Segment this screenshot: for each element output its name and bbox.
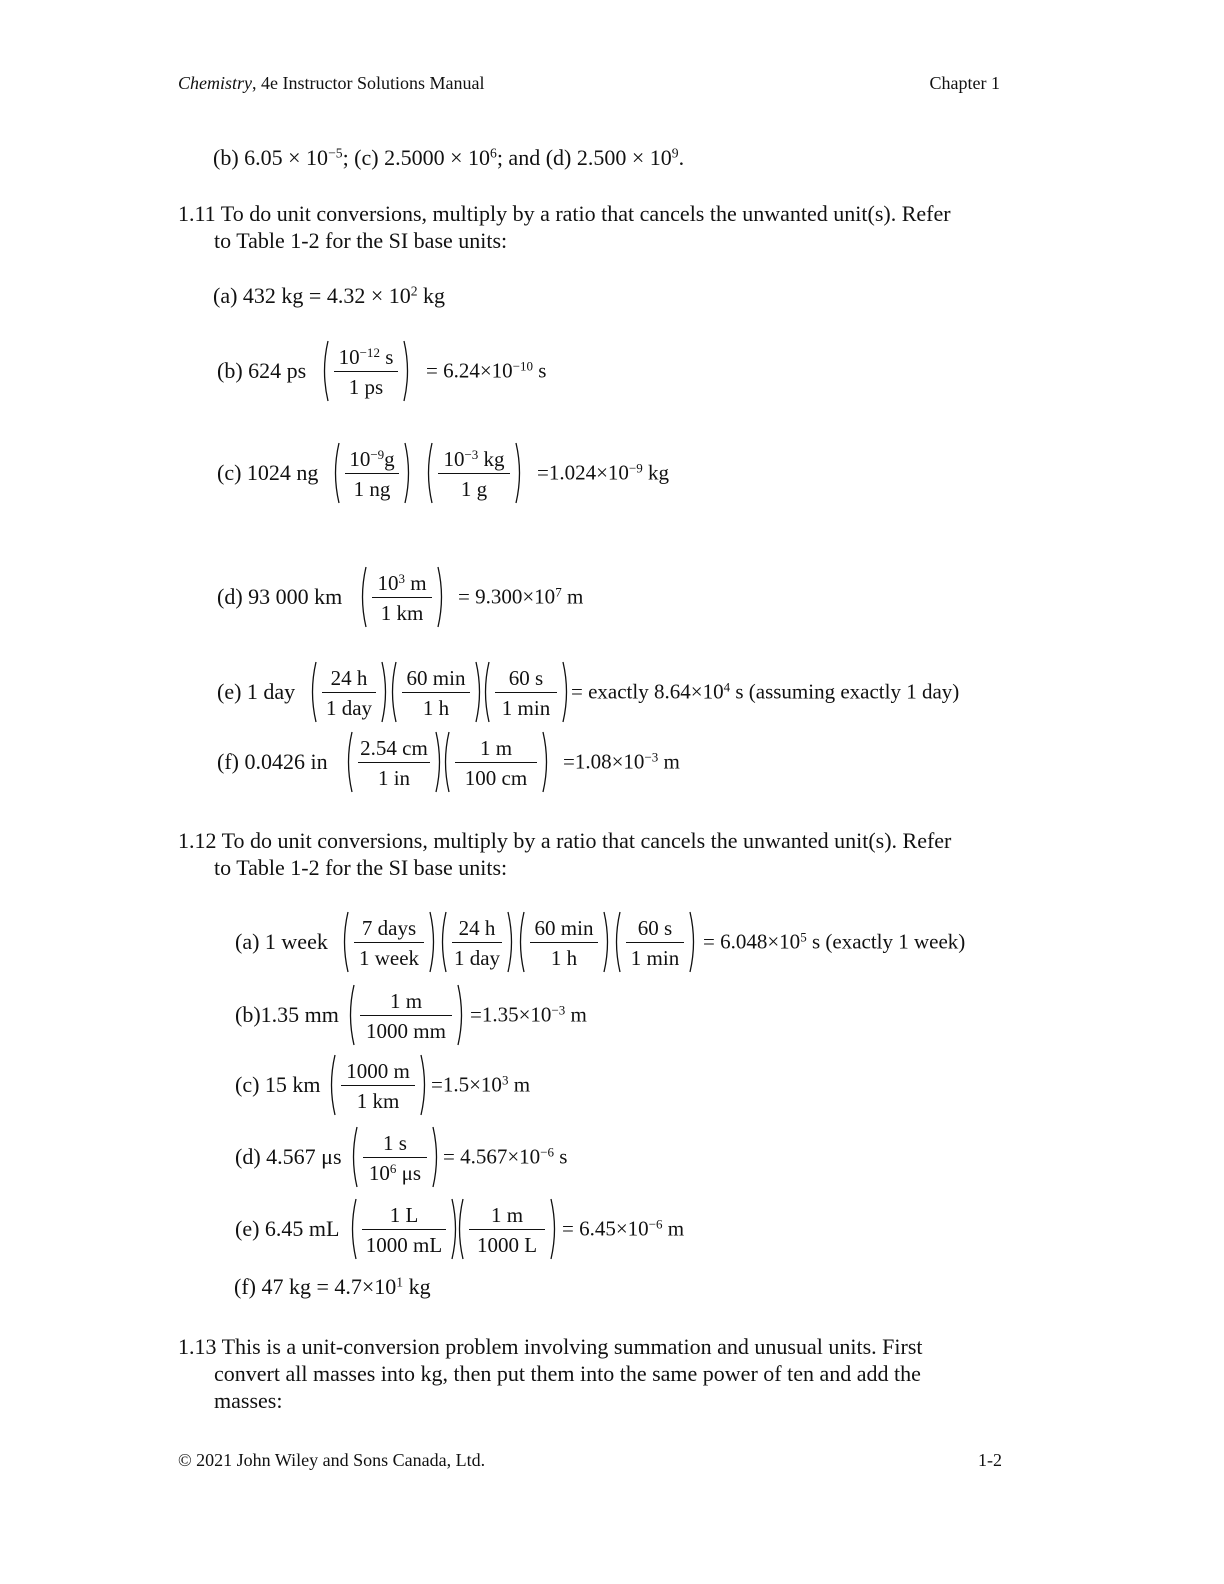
right-paren — [403, 441, 413, 505]
right-paren — [602, 910, 612, 974]
fraction-bar — [322, 692, 376, 693]
conversion-fraction — [388, 660, 484, 724]
right-paren — [561, 660, 571, 724]
fraction-denominator: 1000 mm — [366, 1019, 446, 1043]
fraction-denominator: 1 week — [358, 946, 420, 970]
fraction-numerator: 2.54 cm — [360, 736, 428, 760]
fraction-bar — [402, 692, 470, 693]
conversion-fraction — [331, 441, 413, 505]
fraction-bar — [495, 692, 557, 693]
conversion-fraction — [346, 983, 466, 1047]
fraction-bar — [334, 371, 398, 372]
conversion-fraction — [455, 1197, 559, 1261]
problem-1-13-line2: convert all masses into kg, then put them into the same power of ten and add the — [214, 1361, 921, 1386]
fraction-denominator: 100 cm — [464, 766, 528, 790]
fraction-denominator: 1 in — [377, 766, 411, 790]
problem-1-11-part-a: (a) 432 kg = $4.32 \times 10^2$ kg — [213, 283, 446, 308]
conversion-fraction — [308, 660, 390, 724]
equation-label: (f) 0.0426 in — [217, 749, 328, 774]
conversion-fraction — [358, 565, 446, 629]
fraction-bar — [452, 942, 502, 943]
fraction-denominator: 1 min — [630, 946, 680, 970]
fraction-bar — [438, 473, 510, 474]
fraction-denominator: 1 km — [356, 1089, 400, 1113]
fraction-numerator: 1000 m — [346, 1059, 410, 1083]
fraction-denominator: 1000 mL — [365, 1233, 443, 1257]
equation-result: = $6.048\times 10^5$ s (exactly 1 week) — [703, 929, 966, 954]
fraction-numerator: $10^{-12}$ s — [338, 344, 394, 369]
right-paren — [506, 910, 516, 974]
conversion-fraction — [516, 910, 612, 974]
equation-result: = $6.45\times 10^{-6}$ m — [562, 1216, 685, 1241]
fraction-numerator: 60 s — [508, 666, 544, 690]
conversion-fraction — [349, 1125, 441, 1189]
equation-label: (d) 93 000 km — [217, 584, 343, 609]
fraction-bar — [362, 1229, 446, 1230]
equation-label: (e) 1 day — [217, 679, 296, 704]
running-header-chapter: Chapter 1 — [929, 73, 1000, 93]
conversion-fraction — [340, 910, 438, 974]
problem-1-13-line3: masses: — [214, 1388, 283, 1413]
equation-label: (d) 4.567 μs — [235, 1144, 342, 1169]
footer-page-number: 1-2 — [978, 1450, 1002, 1470]
conversion-fraction — [424, 441, 524, 505]
fraction-numerator: 60 s — [637, 916, 673, 940]
fraction-denominator: 1 day — [325, 696, 373, 720]
conversion-fraction — [344, 730, 444, 794]
fraction-bar — [341, 1085, 415, 1086]
fraction-denominator: 1 g — [460, 477, 488, 501]
equation-result: = exactly $8.64\times 10^4$ s (assuming exactly 1 day) — [571, 679, 960, 704]
fraction-denominator: 1 km — [380, 601, 424, 625]
fraction-denominator: 1000 L — [476, 1233, 538, 1257]
book-subtitle: , 4e Instructor Solutions Manual — [252, 73, 485, 93]
right-paren — [541, 730, 551, 794]
conversion-fraction — [320, 339, 412, 403]
book-title: Chemistry — [178, 73, 252, 93]
right-paren — [514, 441, 524, 505]
right-paren — [419, 1053, 429, 1117]
right-paren — [436, 565, 446, 629]
conversion-fraction — [481, 660, 571, 724]
fraction-numerator: 24 h — [330, 666, 368, 690]
right-paren — [688, 910, 698, 974]
problem-1-12-intro-line2: to Table 1-2 for the SI base units: — [214, 855, 508, 880]
problem-1-12-part-f: (f) 47 kg = $4.7\times 10^1$ kg — [234, 1274, 431, 1299]
fraction-numerator: 1 m — [479, 736, 513, 760]
fraction-denominator: 1 min — [501, 696, 551, 720]
problem-1-11-intro-line1: 1.11 To do unit conversions, multiply by a ratio that cancels the unwanted unit(s). Refer — [178, 201, 951, 226]
equation-label: (c) 1024 ng — [217, 460, 319, 485]
conversion-fraction — [441, 730, 551, 794]
fraction-numerator: 7 days — [361, 916, 417, 940]
fraction-numerator: 24 h — [458, 916, 496, 940]
fraction-bar — [372, 597, 432, 598]
fraction-denominator: 1 ps — [348, 375, 384, 399]
fraction-bar — [354, 942, 424, 943]
fraction-denominator: 1 h — [550, 946, 578, 970]
fraction-numerator: 60 min — [534, 916, 594, 940]
fraction-numerator: 1 s — [383, 1131, 407, 1155]
fraction-numerator: 1 m — [490, 1203, 524, 1227]
fraction-bar — [345, 473, 399, 474]
conversion-fraction — [327, 1053, 429, 1117]
fraction-numerator: $10^{-9}g$ — [349, 446, 395, 471]
problem-1-13-line1: 1.13 This is a unit-conversion problem involving summation and unusual units. First — [178, 1334, 923, 1359]
fraction-numerator: $10^{-3}$ kg — [443, 446, 505, 471]
fraction-bar — [469, 1229, 545, 1230]
fraction-numerator: 60 min — [406, 666, 466, 690]
equation-label: (b) 624 ps — [217, 358, 307, 383]
equation-result: = $6.24\times 10^{-10}$ s — [426, 358, 547, 383]
problem-1-11-intro-line2: to Table 1-2 for the SI base units: — [214, 228, 508, 253]
equation-result: $=1.35\times 10^{-3}$ m — [470, 1002, 587, 1027]
fraction-bar — [358, 762, 430, 763]
right-paren — [549, 1197, 559, 1261]
equation-result: $=1.024\times 10^{-9}$ kg — [537, 460, 670, 485]
fraction-bar — [530, 942, 598, 943]
equation-result: = $9.300\times 10^7$ m — [458, 584, 584, 609]
fraction-bar — [363, 1157, 427, 1158]
fraction-denominator: $10^6$ μs — [368, 1160, 422, 1185]
carryover-line: (b) $6.05 \times 10^{-5}$; (c) $2.5000 \times 10^6$; and (d) $2.500 \times 10^9$. — [213, 145, 685, 170]
equation-result: $=1.08\times 10^{-3}$ m — [563, 749, 680, 774]
right-paren — [402, 339, 412, 403]
equation-result: = $4.567\times 10^{-6}$ s — [443, 1144, 568, 1169]
fraction-denominator: 1 day — [453, 946, 501, 970]
fraction-numerator: 1 m — [389, 989, 423, 1013]
right-paren — [428, 910, 438, 974]
right-paren — [456, 983, 466, 1047]
fraction-numerator: $10^3$ m — [377, 570, 427, 595]
equation-label: (e) 6.45 mL — [235, 1216, 340, 1241]
equation-label: (a) 1 week — [235, 929, 328, 954]
conversion-fraction — [348, 1197, 460, 1261]
footer-copyright: © 2021 John Wiley and Sons Canada, Ltd. — [178, 1450, 486, 1470]
conversion-fraction — [612, 910, 698, 974]
fraction-bar — [626, 942, 684, 943]
equation-label: (b)1.35 mm — [235, 1002, 339, 1027]
conversion-fraction — [438, 910, 516, 974]
fraction-denominator: 1 ng — [353, 477, 391, 501]
fraction-bar — [360, 1015, 452, 1016]
fraction-numerator: 1 L — [389, 1203, 419, 1227]
fraction-bar — [455, 762, 537, 763]
fraction-denominator: 1 h — [422, 696, 450, 720]
equation-label: (c) 15 km — [235, 1072, 321, 1097]
running-header-title — [178, 73, 484, 94]
right-paren — [431, 1125, 441, 1189]
problem-1-12-intro-line1: 1.12 To do unit conversions, multiply by a ratio that cancels the unwanted unit(s). Refer — [178, 828, 952, 853]
equation-result: $=1.5\times 10^3$ m — [431, 1072, 531, 1097]
